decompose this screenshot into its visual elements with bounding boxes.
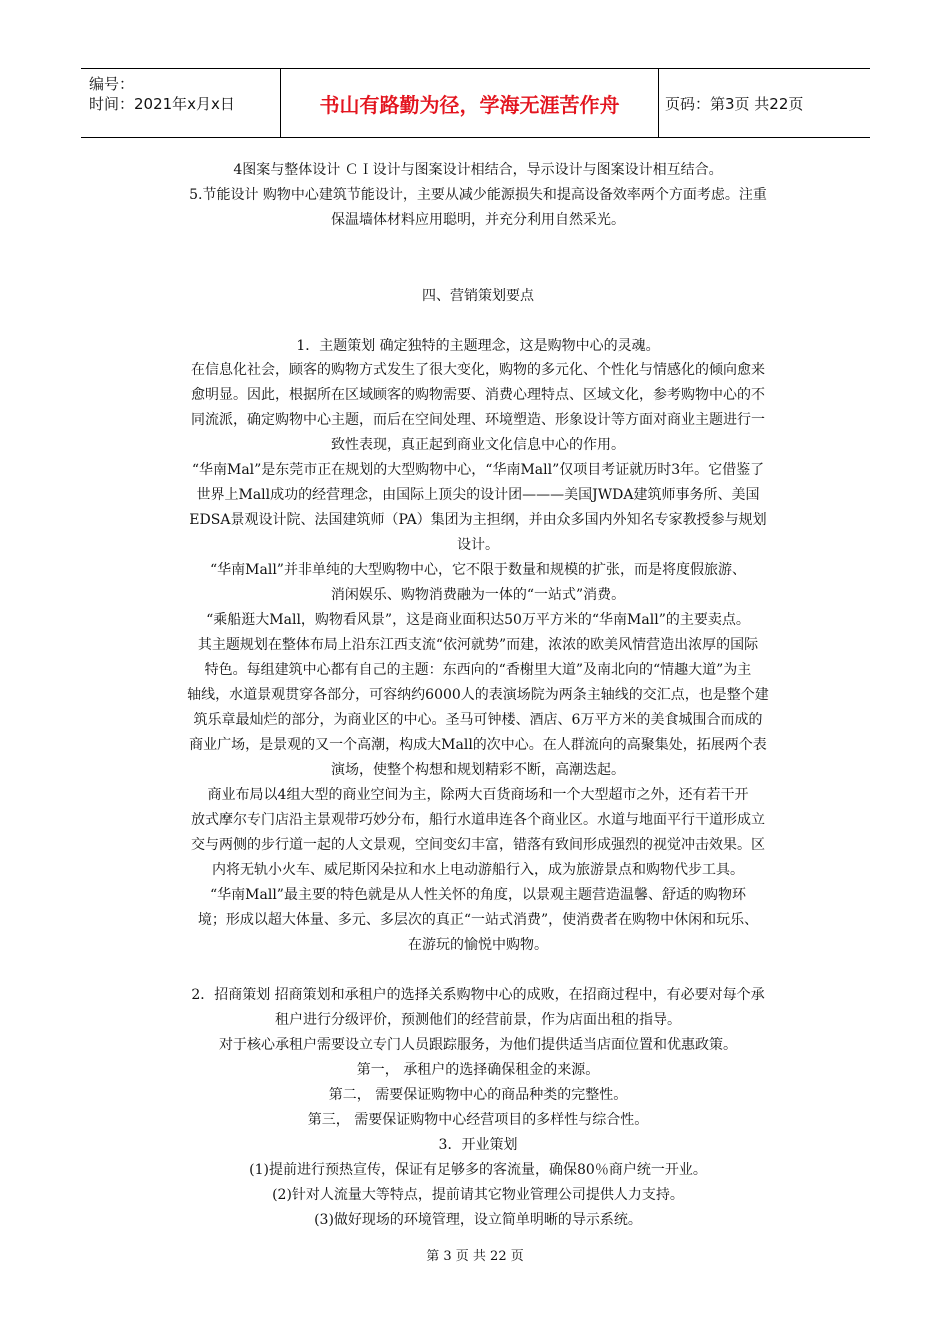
text-line: 特色。每组建筑中心都有自己的主题：东西向的“香榭里大道”及南北向的“情趣大道”为主 (204, 662, 752, 678)
text-line: (1)提前进行预热宣传，保证有足够多的客流量，确保80％商户统一开业。 (249, 1162, 707, 1178)
text-line: 2．招商策划 招商策划和承租户的选择关系购物中心的成败，在招商过程中，有必要对每个承 (191, 987, 765, 1003)
header-page-info: 页码：第3页 共22页 (665, 94, 804, 113)
text-line: EDSA景观设计院、法国建筑师（PA）集团为主担纲，并由众多国内外知名专家教授参与规划 (189, 512, 767, 528)
text-line: 4图案与整体设计 ＣＩ设计与图案设计相结合，导示设计与图案设计相互结合。 (233, 162, 723, 178)
text-line: 在信息化社会，顾客的购物方式发生了很大变化，购物的多元化、个性化与情感化的倾向愈来 (191, 362, 765, 378)
text-line: 同流派，确定购物中心主题，而后在空间处理、环境塑造、形象设计等方面对商业主题进行一 (191, 412, 765, 428)
header-meta-cell (81, 69, 281, 137)
text-line: 愈明显。因此，根据所在区域顾客的购物需要、消费心理特点、区域文化，参考购物中心的不 (191, 387, 765, 403)
text-line: 致性表现，真正起到商业文化信息中心的作用。 (331, 437, 625, 453)
text-line: 其主题规划在整体布局上沿东江西支流“依河就势”而建，浓浓的欧美风情营造出浓厚的国际 (197, 637, 759, 653)
document-date-label: 时间：2021年x月x日 (89, 95, 235, 113)
text-line: 1．主题策划 确定独特的主题理念，这是购物中心的灵魂。 (296, 338, 660, 354)
text-line: 境；形成以超大体量、多元、多层次的真正“一站式消费”，使消费者在购物中休闲和玩乐、 (197, 912, 759, 928)
page-footer: 第 3 页 共 22 页 (426, 1249, 524, 1264)
text-line: 商业广场，是景观的又一个高潮，构成大Mall的次中心。在人群流向的高聚集处，拓展两个表 (189, 737, 767, 753)
text-line: 5.节能设计 购物中心建筑节能设计，主要从减少能源损失和提高设备效率两个方面考虑。注重 (189, 187, 767, 203)
text-line: (2)针对人流量大等特点，提前请其它物业管理公司提供人力支持。 (272, 1187, 684, 1203)
text-line: “乘船逛大Mall，购物看风景”，这是商业面积达50万平方米的“华南Mall”的主要卖点。 (206, 612, 750, 628)
text-line: 交与两侧的步行道一起的人文景观，空间变幻丰富，错落有致间形成强烈的视觉冲击效果。区 (191, 837, 765, 853)
text-line: “华南Mal”是东莞市正在规划的大型购物中心，“华南Mall”仅项目考证就历时3年。它借鉴了 (191, 462, 765, 478)
text-line: 保温墙体材料应用聪明，并充分利用自然采光。 (331, 212, 625, 228)
text-line: 第一， 承租户的选择确保租金的来源。 (356, 1062, 600, 1078)
text-line: “华南Mall”并非单纯的大型购物中心，它不限于数量和规模的扩张，而是将度假旅游、 (210, 562, 746, 578)
text-line: “华南Mall”最主要的特色就是从人性关怀的角度，以景观主题营造温馨、舒适的购物环 (210, 887, 746, 903)
text-line: 世界上Mall成功的经营理念，由国际上顶尖的设计团———美国JWDA建筑师事务所、美国 (196, 487, 760, 503)
page-header (81, 68, 870, 138)
text-line: 筑乐章最灿烂的部分，为商业区的中心。圣马可钟楼、酒店、6万平方米的美食城围合而成的 (193, 712, 763, 728)
section-heading: 四、营销策划要点 (422, 288, 534, 304)
text-line: 第二， 需要保证购物中心的商品种类的完整性。 (328, 1087, 628, 1103)
text-line: 第三， 需要保证购物中心经营项目的多样性与综合性。 (307, 1112, 649, 1128)
text-line: 对于核心承租户需要设立专门人员跟踪服务，为他们提供适当店面位置和优惠政策。 (219, 1037, 737, 1053)
text-line: 3．开业策划 (438, 1137, 518, 1153)
text-line: 消闲娱乐、购物消费融为一体的“一站式”消费。 (330, 587, 626, 603)
text-line: 放式摩尔专门店沿主景观带巧妙分布，船行水道串连各个商业区。水道与地面平行干道形成立 (191, 812, 765, 828)
text-line: 轴线，水道景观贯穿各部分，可容纳约6000人的表演场院为两条主轴线的交汇点，也是整个建 (187, 687, 769, 703)
document-number-label: 编号： (89, 75, 135, 93)
text-line: (3)做好现场的环境管理，设立简单明晰的导示系统。 (314, 1212, 642, 1228)
text-line: 商业布局以4组大型的商业空间为主，除两大百货商场和一个大型超市之外，还有若干开 (207, 787, 749, 803)
text-line: 演场，使整个构想和规划精彩不断，高潮迭起。 (331, 762, 625, 778)
text-line: 在游玩的愉悦中购物。 (408, 937, 548, 953)
header-motto: 书山有路勤为径，学海无涯苦作舟 (281, 69, 659, 137)
text-line: 内将无轨小火车、威尼斯冈朵拉和水上电动游船行入，成为旅游景点和购物代步工具。 (212, 862, 744, 878)
text-line: 租户进行分级评价，预测他们的经营前景，作为店面出租的指导。 (275, 1012, 681, 1028)
text-line: 设计。 (457, 537, 499, 553)
